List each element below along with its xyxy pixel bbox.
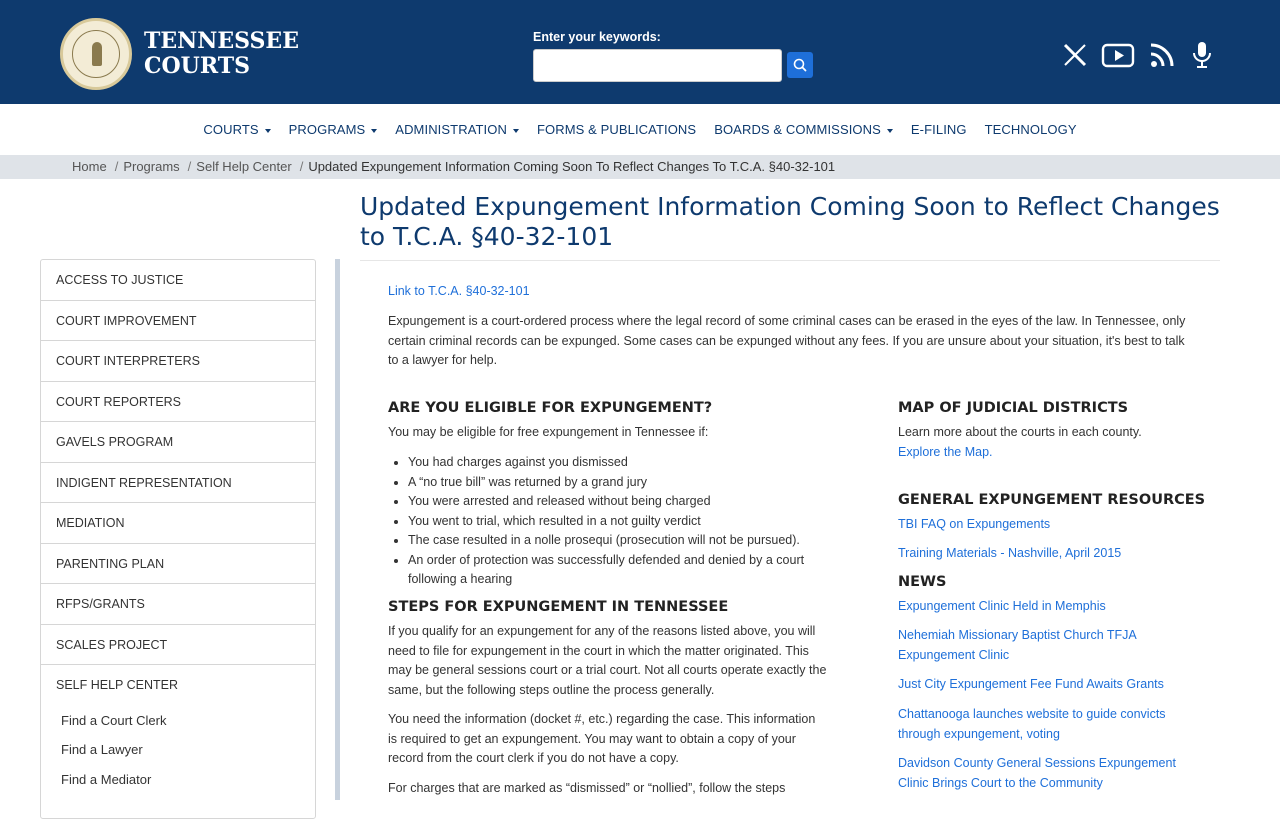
chevron-down-icon (265, 129, 271, 133)
nav-boards-commissions[interactable] (714, 122, 893, 137)
news-link[interactable]: Davidson County General Sessions Expungement Clinic Brings Court to the Community (898, 756, 1176, 790)
list-item: • You had charges against you dismissed (408, 453, 828, 473)
resources-heading: GENERAL EXPUNGEMENT RESOURCES (898, 492, 1206, 508)
list-item: • An order of protection was successfully defended and denied by a court following a hearing (408, 551, 828, 590)
sidebar-subitem-find-mediator[interactable]: Find a Mediator (61, 771, 152, 787)
title-divider (360, 260, 1220, 261)
news-heading: NEWS (898, 574, 947, 590)
podcast-icon[interactable] (1185, 38, 1219, 72)
sidebar-item-rfps-grants[interactable]: RFPS/GRANTS (41, 584, 315, 625)
steps-paragraph-2: You need the information (docket #, etc.) regarding the case. This information is required to get an expungement. You may want to obtain a copy of your record from the court clerk if you do not have a copy. (388, 712, 816, 766)
search-button[interactable] (787, 52, 813, 78)
breadcrumb-self-help-center[interactable]: Self Help Center (196, 159, 292, 174)
sidebar-item-gavels-program[interactable]: GAVELS PROGRAM (41, 422, 315, 463)
list-item: • You went to trial, which resulted in a not guilty verdict (408, 512, 828, 532)
nav-programs[interactable] (289, 122, 378, 137)
search-icon (787, 52, 813, 78)
news-link[interactable]: Expungement Clinic Held in Memphis (898, 599, 1106, 613)
map-heading: MAP OF JUDICIAL DISTRICTS (898, 400, 1129, 416)
news-link[interactable]: Nehemiah Missionary Baptist Church TFJA Expungement Clinic (898, 628, 1137, 662)
breadcrumb-separator: / (299, 159, 304, 174)
sidebar (40, 259, 316, 819)
chevron-down-icon (513, 129, 519, 133)
sidebar-item-court-interpreters[interactable]: COURT INTERPRETERS (41, 341, 315, 382)
eligible-list (388, 453, 828, 590)
nav-courts[interactable] (203, 122, 270, 137)
chevron-down-icon (887, 129, 893, 133)
resource-link-tbi-faq[interactable]: TBI FAQ on Expungements (898, 517, 1051, 531)
x-icon[interactable] (1058, 38, 1092, 72)
brand-line-1: TENNESSEE (144, 28, 299, 54)
list-item: • The case resulted in a nolle prosequi (prosecution will not be pursued). (408, 531, 828, 551)
content-accent-bar (335, 259, 340, 800)
eligible-lead: You may be eligible for free expungement in Tennessee if: (388, 425, 709, 439)
nav-label: FORMS & PUBLICATIONS (536, 122, 697, 137)
nav-label: ADMINISTRATION (395, 122, 507, 137)
steps-paragraph-1: If you qualify for an expungement for any of the reasons listed above, you will need to file for expungement in the court in which the matter originated. This may be general sessions court or a trial court. Not all courts operate exactly the same, but the following steps outline the process generally. (388, 624, 827, 697)
sidebar-item-indigent-representation[interactable]: INDIGENT REPRESENTATION (41, 463, 315, 504)
youtube-icon[interactable] (1101, 38, 1135, 72)
breadcrumb-current: Updated Expungement Information Coming Soon To Reflect Changes To T.C.A. §40-32-101 (308, 159, 836, 174)
list-item: • You were arrested and released without being charged (408, 492, 828, 512)
nav-label: BOARDS & COMMISSIONS (714, 122, 881, 137)
list-item: • A “no true bill” was returned by a grand jury (408, 473, 828, 493)
breadcrumb-home[interactable]: Home (72, 159, 107, 174)
breadcrumb-programs[interactable]: Programs (123, 159, 180, 174)
map-description: Learn more about the courts in each county. (898, 425, 1142, 439)
steps-paragraph-3: For charges that are marked as “dismissed” or “nollied”, follow the steps (388, 781, 786, 795)
sidebar-item-court-improvement[interactable]: COURT IMPROVEMENT (41, 301, 315, 342)
site-header (0, 0, 1280, 104)
breadcrumb (0, 155, 1280, 179)
seal-logo[interactable] (60, 18, 132, 90)
resource-link-training-materials[interactable]: Training Materials - Nashville, April 2015 (898, 546, 1122, 560)
nav-administration[interactable] (395, 122, 519, 137)
justice-figure-icon (92, 42, 102, 66)
sidebar-item-court-reporters[interactable]: COURT REPORTERS (41, 382, 315, 423)
sidebar-item-self-help-center[interactable]: SELF HELP CENTER (56, 678, 179, 692)
page-title: Updated Expungement Information Coming Soon to Reflect Changes to T.C.A. §40-32-101 (360, 192, 1220, 251)
breadcrumb-separator: / (114, 159, 119, 174)
search-label: Enter your keywords: (533, 30, 661, 44)
eligible-heading: ARE YOU ELIGIBLE FOR EXPUNGEMENT? (388, 400, 713, 416)
sidebar-item-parenting-plan[interactable]: PARENTING PLAN (41, 544, 315, 585)
nav-forms-publications[interactable] (537, 122, 696, 137)
sidebar-subitem-find-lawyer[interactable]: Find a Lawyer (61, 742, 143, 757)
nav-e-filing[interactable] (911, 122, 967, 137)
breadcrumb-separator: / (187, 159, 192, 174)
sidebar-item-access-to-justice[interactable]: ACCESS TO JUSTICE (41, 260, 315, 301)
sidebar-item-scales-project[interactable]: SCALES PROJECT (41, 625, 315, 666)
explore-map-link[interactable]: Explore the Map. (898, 445, 993, 459)
rss-icon[interactable] (1145, 38, 1179, 72)
nav-label: TECHNOLOGY (984, 122, 1077, 137)
nav-label: E-FILING (910, 122, 967, 137)
site-brand[interactable] (144, 29, 299, 79)
search-input[interactable] (533, 49, 782, 82)
nav-label: PROGRAMS (288, 122, 366, 137)
brand-line-2: COURTS (144, 53, 251, 79)
seal-inner-ring (72, 30, 120, 78)
main-nav (0, 104, 1280, 155)
sidebar-item-mediation[interactable]: MEDIATION (41, 503, 315, 544)
nav-technology[interactable] (985, 122, 1077, 137)
sidebar-subitem-find-court-clerk[interactable]: Find a Court Clerk (61, 712, 167, 728)
news-link[interactable]: Chattanooga launches website to guide convicts through expungement, voting (898, 707, 1166, 741)
tca-statute-link[interactable]: Link to T.C.A. §40-32-101 (388, 284, 530, 298)
news-link[interactable]: Just City Expungement Fee Fund Awaits Grants (898, 677, 1164, 691)
steps-heading: STEPS FOR EXPUNGEMENT IN TENNESSEE (388, 599, 729, 615)
intro-paragraph: Expungement is a court-ordered process where the legal record of some criminal cases can be erased in the eyes of the law. In Tennessee, only certain criminal records can be expunged. Some cases can be expunged without any fees. If you are unsure about your situation, it's best to talk to a lawyer for help. (388, 314, 1186, 368)
chevron-down-icon (371, 129, 377, 133)
nav-label: COURTS (203, 122, 259, 137)
